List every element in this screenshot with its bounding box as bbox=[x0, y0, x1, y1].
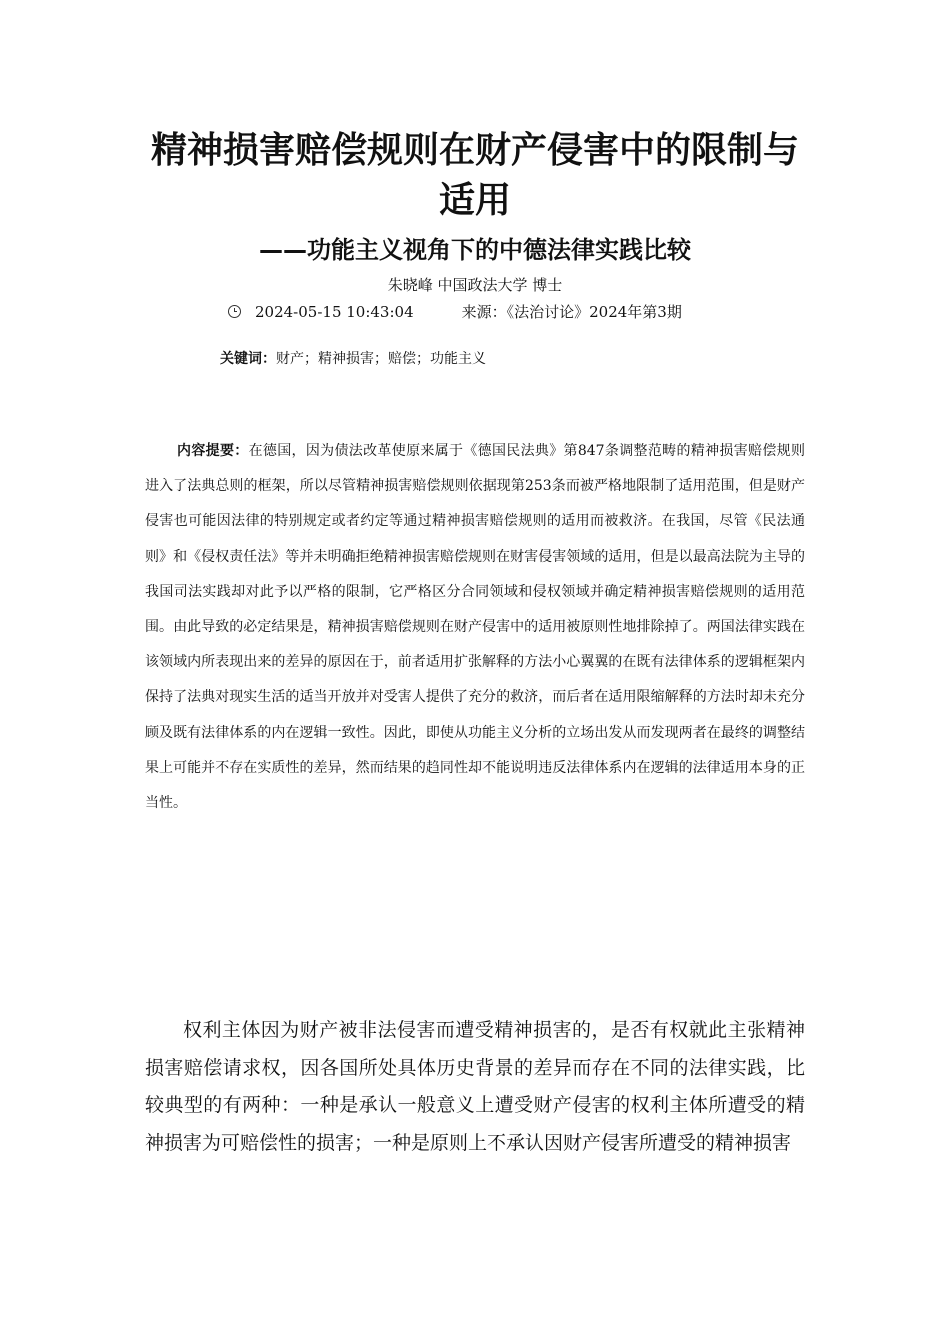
keywords-text: 财产；精神损害；赔偿；功能主义 bbox=[276, 351, 486, 367]
abstract-text: 在德国，因为债法改革使原来属于《德国民法典》第847条调整范畴的精神损害赔偿规则进入了法典总则的框架，所以尽管精神损害赔偿规则依据现第253条而被严格地限制了适用范围，但是财产侵害也可能因法律的特别规定或者约定等通过精神损害赔偿规则的适用而被救济。在我国，尽管《民法通则》和《侵权责任法》等并未明确拒绝精神损害赔偿规则在财害侵害领域的适用，但是以最高法院为主导的我国司法实践却对此予以严格的限制，它严格区分合同领域和侵权领域并确定精神损害赔偿规则的适用范围。由此导致的必定结果是，精神损害赔偿规则在财产侵害中的适用被原则性地排除掉了。两国法律实践在该领域内所表现出来的差异的原因在于，前者适用扩张解释的方法小心翼翼的在既有法律体系的逻辑框架内保持了法典对现实生活的适当开放并对受害人提供了充分的救济，而后者在适用限缩解释的方法时却未充分顾及既有法律体系的内在逻辑一致性。因此，即使从功能主义分析的立场出发从而发现两者在最终的调整结果上可能并不存在实质性的差异，然而结果的趋同性却不能说明违反法律体系内在逻辑的法律适用本身的正当性。 bbox=[145, 443, 805, 812]
keywords-line bbox=[220, 348, 780, 370]
abstract-label: 内容提要： bbox=[177, 443, 249, 459]
author-line: 朱晓峰 中国政法大学 博士 bbox=[387, 276, 563, 294]
publish-date: 2024-05-15 10:43:04 bbox=[255, 303, 414, 321]
keywords-label: 关键词： bbox=[220, 351, 276, 367]
body-paragraph: 权利主体因为财产被非法侵害而遭受精神损害的，是否有权就此主张精神损害赔偿请求权，因各国所处具体历史背景的差异而存在不同的法律实践，比较典型的有两种：一种是承认一般意义上遭受财产侵害的权利主体所遭受的精神损害为可赔偿性的损害；一种是原则上不承认因财产侵害所遭受的精神损害 bbox=[145, 1019, 805, 1154]
abstract-paragraph bbox=[145, 434, 805, 821]
article-title: 精神损害赔偿规则在财产侵害中的限制与适用 bbox=[150, 130, 799, 221]
article-subtitle: ——功能主义视角下的中德法律实践比较 bbox=[259, 236, 691, 264]
clock-icon bbox=[228, 305, 241, 318]
source-text: 来源：《法治讨论》2024年第3期 bbox=[461, 303, 682, 321]
meta-line bbox=[228, 301, 788, 323]
